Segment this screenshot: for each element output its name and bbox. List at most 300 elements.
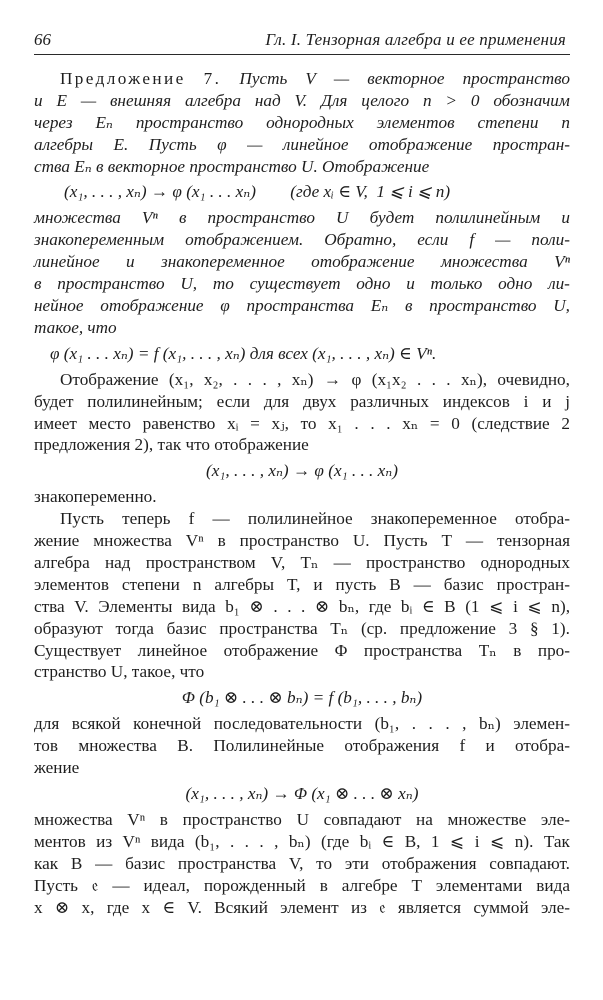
word: (x₁, <box>168 369 194 389</box>
word: идеал, <box>143 875 190 895</box>
text-segment: жение <box>34 758 80 778</box>
word: Vⁿ <box>122 831 141 851</box>
word: 𝔢 <box>379 897 386 917</box>
word: x <box>141 897 151 917</box>
word: B <box>389 574 401 594</box>
word: (b₁, <box>374 714 400 734</box>
text-segment: такое, что <box>34 317 117 337</box>
word: § <box>529 618 539 638</box>
word: . <box>354 413 359 433</box>
word: Отображение <box>60 369 159 389</box>
word: алгебре <box>341 875 398 895</box>
word: f <box>469 230 475 250</box>
word: конечной <box>133 714 202 734</box>
word: . <box>428 714 433 734</box>
word: пространство <box>429 296 537 316</box>
formula-line <box>34 456 570 486</box>
word: и <box>313 574 323 594</box>
word: , <box>462 714 467 734</box>
text-line <box>34 757 570 779</box>
word: xᵢ <box>227 413 239 433</box>
word: bₙ, <box>338 596 360 616</box>
word: если <box>216 391 251 411</box>
word: однородных <box>480 553 570 573</box>
word: Vⁿ <box>141 208 158 228</box>
word: порожденный <box>203 875 306 895</box>
word: одно <box>498 274 533 294</box>
word: в <box>217 531 226 551</box>
word: xⱼ, <box>271 413 289 433</box>
word: b₁ <box>225 596 240 616</box>
word: является <box>397 897 462 917</box>
word: U, <box>553 296 570 316</box>
word: xₙ), <box>460 369 488 389</box>
word: . <box>301 596 306 616</box>
word: пространство <box>57 274 165 294</box>
word: . <box>259 831 264 851</box>
word: нейное <box>34 296 84 316</box>
word: предложение <box>399 618 496 638</box>
text-line <box>34 853 570 875</box>
word: алгебра <box>34 553 90 573</box>
text-segment: (x₁, . . . , xₙ) → Φ (x₁ ⊗ . . . ⊗ xₙ) <box>185 784 419 804</box>
text-line <box>34 68 570 90</box>
word: векторное <box>367 69 445 88</box>
word: совпадают <box>323 810 402 830</box>
word: (ср. <box>360 618 388 638</box>
word: j <box>565 391 570 411</box>
word: . <box>370 413 375 433</box>
text-segment: знакопеременно. <box>34 487 157 507</box>
text-line <box>34 897 570 919</box>
word: (1 <box>465 596 480 616</box>
word: Пусть <box>34 875 78 895</box>
word: . <box>431 369 436 389</box>
word: Обратно, <box>324 230 397 250</box>
word: E <box>56 90 67 110</box>
text-line <box>34 229 570 251</box>
word: (где <box>321 831 350 851</box>
word: тов <box>34 736 58 756</box>
word: f <box>459 736 466 756</box>
word: полилинейным; <box>87 391 203 411</box>
word: V. <box>294 90 308 110</box>
text-segment: ства Eₙ в векторное пространство U. Отображение <box>34 156 430 176</box>
word: множества <box>78 736 157 756</box>
formula-line <box>34 779 570 809</box>
text-segment: φ (x₁ . . . xₙ) = f (x₁, . . . , xₙ) для всех (x₁, . . . , xₙ) ∈ Vⁿ. <box>50 343 437 363</box>
text-line <box>34 552 570 574</box>
word: φ <box>220 296 230 316</box>
word: . <box>416 369 422 389</box>
text-line <box>34 831 570 853</box>
word: ментов <box>34 831 86 851</box>
word: пространства <box>219 618 318 638</box>
text-line <box>34 273 570 295</box>
word: если <box>417 230 449 250</box>
page-number: 66 <box>34 30 51 49</box>
word: — <box>247 134 263 154</box>
word: 0 <box>451 413 460 433</box>
text-line <box>34 875 570 897</box>
word: x₂, <box>203 369 223 389</box>
word: T, <box>286 574 301 594</box>
word: = <box>250 413 260 433</box>
word: имеет <box>34 413 77 433</box>
word: где <box>368 596 392 616</box>
word: 1 <box>430 831 440 851</box>
word: как <box>34 853 59 873</box>
text-line <box>34 156 570 178</box>
word: ∈ <box>381 831 395 851</box>
word: B, <box>404 831 421 851</box>
word: очевидно, <box>497 369 570 389</box>
word: из <box>96 831 113 851</box>
word: пространства <box>177 853 277 873</box>
word: > <box>445 90 457 110</box>
word: множестве <box>447 810 527 830</box>
word: bₙ) <box>288 831 311 851</box>
text-line <box>34 434 570 456</box>
word: i <box>513 596 518 616</box>
text-line <box>34 508 570 530</box>
word: знакопеременное <box>161 252 285 272</box>
word: (x₁x₂ <box>371 369 407 389</box>
text-segment: странство U, такое, что <box>34 662 205 682</box>
word: = <box>429 413 440 433</box>
word: в <box>404 296 413 316</box>
word: n <box>422 90 432 110</box>
word: отображение <box>100 296 204 316</box>
word: будет <box>369 208 415 228</box>
word: на <box>416 810 433 830</box>
word: базис <box>166 618 207 638</box>
word: где <box>106 897 130 917</box>
word: отображением. <box>185 230 304 250</box>
word: xₙ) <box>291 369 314 389</box>
word: V, <box>270 553 286 573</box>
word: над <box>254 90 281 110</box>
word: вида <box>536 875 570 895</box>
word: и <box>561 208 570 228</box>
word: x, <box>81 897 95 917</box>
word: степени <box>121 574 180 594</box>
word: пространства <box>246 296 355 316</box>
word: то <box>300 413 317 433</box>
word: эле- <box>540 810 570 830</box>
word: x₁ <box>328 413 343 433</box>
formula-line <box>34 339 570 369</box>
word: . <box>411 714 417 734</box>
word: ⩽ <box>489 596 504 616</box>
running-title: Гл. I. Тензорная алгебра и ее применения <box>265 30 566 49</box>
word: отобра- <box>515 509 570 529</box>
word: знакопеременное <box>370 509 497 529</box>
text-segment: (x₁, . . . , xₙ) → φ (x₁ . . . xₙ) (где xᵢ ∈ V, 1 ⩽ i ⩽ n) <box>64 182 451 202</box>
word: алгебры <box>214 574 275 594</box>
word: Пусть <box>60 509 104 529</box>
word: V. <box>74 596 89 616</box>
word: — <box>80 90 97 110</box>
word: для <box>263 391 290 411</box>
text-line <box>34 391 570 413</box>
word: . <box>386 413 391 433</box>
word: тогда <box>115 618 154 638</box>
word: элементов <box>34 574 109 594</box>
word: x <box>34 897 43 917</box>
text-line <box>34 413 570 435</box>
word: эти <box>344 853 369 873</box>
word: отобра- <box>515 736 570 756</box>
word: алгебра <box>184 90 241 110</box>
word: Eₙ <box>95 112 113 132</box>
word: Пусть <box>383 531 428 551</box>
word: элементов <box>376 112 455 132</box>
word: ли- <box>548 274 570 294</box>
word: образуют <box>34 618 103 638</box>
text-segment: предложения 2), так что отображение <box>34 435 309 455</box>
word: в <box>513 640 522 660</box>
word: xₙ <box>402 413 419 433</box>
word: в <box>178 208 187 228</box>
text-line <box>34 295 570 317</box>
word: пространство <box>239 531 339 551</box>
word: . <box>229 831 235 851</box>
word: — <box>112 875 130 895</box>
word: Vⁿ <box>554 252 570 272</box>
word: — <box>212 509 230 529</box>
word: пространством <box>145 553 256 573</box>
word: ⩽ <box>449 831 465 851</box>
text-line <box>34 530 570 552</box>
word: то <box>212 274 234 294</box>
text-line <box>34 317 570 339</box>
word: — <box>495 230 511 250</box>
word: из <box>350 897 367 917</box>
word: — <box>333 553 351 573</box>
word: Tₙ <box>478 640 497 660</box>
word: одно <box>356 274 391 294</box>
text-line <box>34 661 570 683</box>
word: всякой <box>71 714 121 734</box>
word: то <box>316 853 333 873</box>
word: множества <box>34 208 121 228</box>
word: U <box>296 810 309 830</box>
word: эле- <box>540 897 570 917</box>
word: φ <box>217 134 227 154</box>
text-line <box>34 251 570 273</box>
word: — <box>413 574 431 594</box>
text-line <box>34 596 570 618</box>
text-line <box>34 574 570 596</box>
text-line <box>34 618 570 640</box>
word: про- <box>537 640 570 660</box>
word: отображение <box>223 640 319 660</box>
word: Элементы <box>98 596 173 616</box>
word: 1). <box>551 618 570 638</box>
word: для <box>34 714 60 734</box>
word: и <box>126 252 135 272</box>
word: базис <box>443 574 484 594</box>
word: Для <box>320 90 348 110</box>
word: только <box>430 274 483 294</box>
word: B <box>70 853 83 873</box>
word: и <box>34 90 43 110</box>
word: 3 <box>508 618 518 638</box>
word: Пусть <box>148 134 197 154</box>
word: → <box>323 369 342 389</box>
word: поли- <box>531 230 570 250</box>
text-line <box>34 134 570 156</box>
word: U, <box>180 274 198 294</box>
word: , <box>274 831 279 851</box>
word: V <box>305 69 316 88</box>
word: n <box>192 574 202 594</box>
word: ∈ <box>162 897 176 917</box>
word: отображение <box>368 134 473 154</box>
word: i <box>523 391 529 411</box>
word: последовательности <box>213 714 363 734</box>
word: линейное <box>34 252 100 272</box>
word: Предложение <box>60 69 186 88</box>
word: Так <box>543 831 570 851</box>
word: базис <box>125 853 166 873</box>
book-page <box>34 26 570 986</box>
word: , <box>277 369 282 389</box>
word: — <box>333 69 350 88</box>
word: f <box>188 509 195 529</box>
word: и <box>485 736 495 756</box>
word: Tₙ <box>330 618 349 638</box>
word: Tₙ <box>300 553 319 573</box>
word: и <box>406 274 415 294</box>
word: Существует <box>34 640 122 660</box>
word: ства <box>34 596 65 616</box>
text-line <box>34 369 570 391</box>
formula-line <box>34 177 570 207</box>
word: (следствие <box>471 413 550 433</box>
word: — <box>95 853 113 873</box>
text-line <box>34 486 570 508</box>
word: знакопеременным <box>34 230 165 250</box>
text-line <box>34 809 570 831</box>
word: множества <box>440 252 528 272</box>
word: полилинейное <box>247 509 353 529</box>
word: в <box>319 875 328 895</box>
word: 0 <box>470 90 480 110</box>
word: Полилинейные <box>213 736 325 756</box>
word: n), <box>551 596 570 616</box>
word: пространство <box>365 553 466 573</box>
word: полилинейным <box>435 208 541 228</box>
word: ⊗ <box>54 897 70 917</box>
word: пространство <box>182 810 282 830</box>
word: отображения <box>381 853 477 873</box>
word: равенство <box>142 413 216 433</box>
word: Φ <box>334 640 348 660</box>
word: целого <box>361 90 410 110</box>
word: двух <box>302 391 337 411</box>
word: множества <box>93 531 172 551</box>
word: i <box>474 831 480 851</box>
word: пространство <box>462 69 570 88</box>
word: элемент <box>280 897 339 917</box>
word: ⩽ <box>527 596 542 616</box>
word: E. <box>113 134 129 154</box>
word: . <box>244 831 249 851</box>
word: линейное <box>137 640 208 660</box>
word: над <box>104 553 131 573</box>
word: bₙ) <box>478 714 501 734</box>
word: суммой <box>473 897 529 917</box>
word: bᵢ <box>400 596 413 616</box>
word: T <box>441 531 452 551</box>
word: множества <box>34 810 113 830</box>
word: и <box>542 391 552 411</box>
word: ⊗ <box>314 596 330 616</box>
word: внешняя <box>109 90 172 110</box>
text-line <box>34 713 570 735</box>
text-line <box>34 90 570 112</box>
page-header <box>34 26 570 55</box>
word: Пусть <box>239 69 288 88</box>
word: . <box>247 369 253 389</box>
text-line <box>34 207 570 229</box>
word: ⩽ <box>489 831 505 851</box>
word: . <box>287 596 292 616</box>
word: простран- <box>492 134 570 154</box>
word: V. <box>187 897 202 917</box>
word: индексов <box>442 391 510 411</box>
word: n <box>561 112 570 132</box>
word: 7. <box>203 69 222 88</box>
word: совпадают. <box>489 853 570 873</box>
word: — <box>465 531 484 551</box>
word: отображение <box>311 252 415 272</box>
text-segment: Φ (b₁ ⊗ . . . ⊗ bₙ) = f (b₁, . . . , bₙ) <box>181 688 423 708</box>
word: отображения <box>344 736 440 756</box>
word: B <box>444 596 456 616</box>
word: вида <box>181 596 216 616</box>
word: B. <box>177 736 193 756</box>
word: линейное <box>282 134 349 154</box>
word: степени <box>477 112 539 132</box>
word: обозначим <box>493 90 570 110</box>
word: 2 <box>561 413 570 433</box>
word: U <box>336 208 349 228</box>
word: T <box>411 875 422 895</box>
word: пространство <box>135 112 244 132</box>
word: существует <box>249 274 341 294</box>
text-segment: (x₁, . . . , xₙ) → φ (x₁ . . . xₙ) <box>206 461 398 481</box>
word: элемен- <box>513 714 570 734</box>
word: φ <box>351 369 362 389</box>
word: . <box>445 714 450 734</box>
word: будет <box>34 391 74 411</box>
word: алгебры <box>34 134 94 154</box>
word: пространства <box>363 640 463 660</box>
word: . <box>446 369 451 389</box>
word: элементами <box>435 875 523 895</box>
word: пусть <box>335 574 377 594</box>
word: различных <box>350 391 429 411</box>
text-line <box>34 735 570 757</box>
word: V, <box>288 853 304 873</box>
word: 𝔢 <box>91 875 99 895</box>
word: U. <box>352 531 370 551</box>
word: n). <box>514 831 534 851</box>
word: . <box>262 369 267 389</box>
